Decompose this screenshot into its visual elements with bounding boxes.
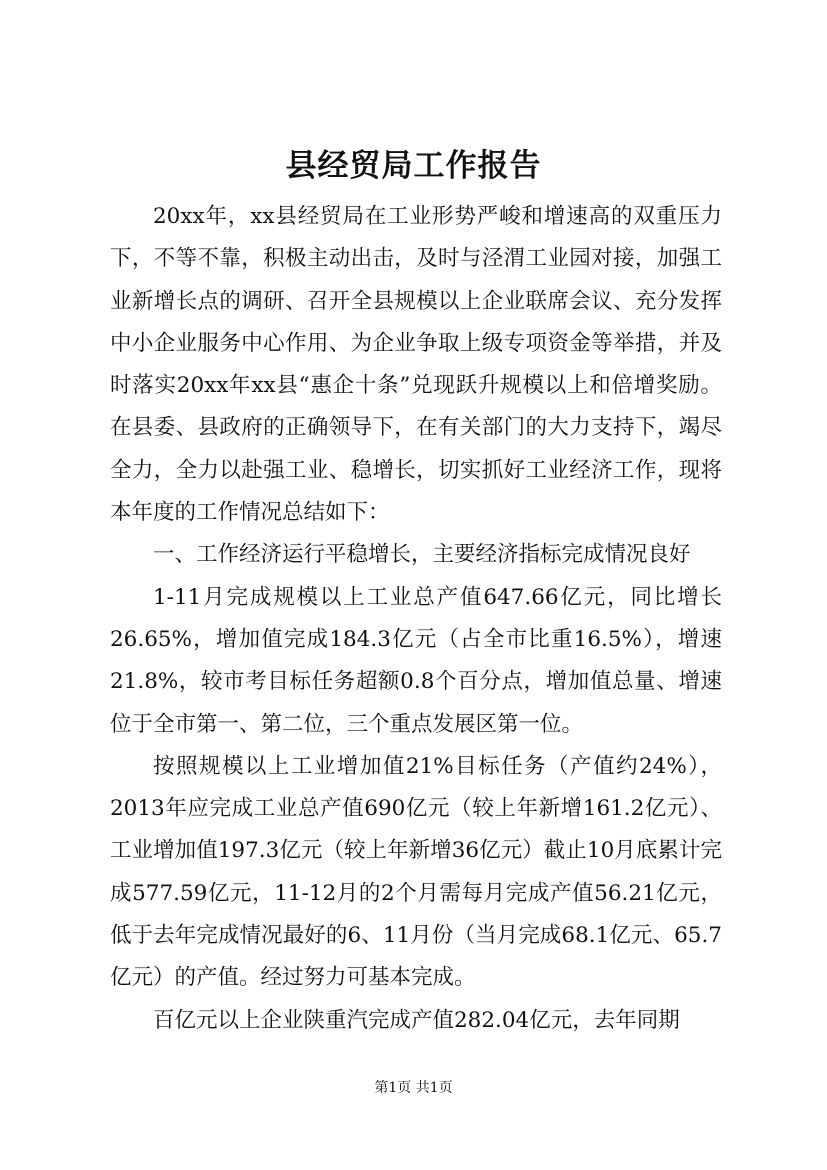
section-heading-1: 一、工作经济运行平稳增长，主要经济指标完成情况良好 (153, 542, 691, 568)
document-title: 县经贸局工作报告 (285, 148, 542, 184)
page-footer: 第1页 共1页 (374, 1080, 453, 1096)
paragraph-targets: 按照规模以上工业增加值21%目标任务（产值约24%），2013年应完成工业总产值690亿元（较上年新增161.2亿元）、工业增加值197.3亿元（较上年新增36亿元）截止10月底累计完成577.59亿元，11-12月的2个月需每月完成产值56.21亿元，低于去年完成情况最好的6、11月份（当月完成68.1亿元、65.7亿元）的产值。经过努力可基本完成。 (110, 753, 722, 991)
paragraph-enterprises: 百亿元以上企业陕重汽完成产值282.04亿元，去年同期 (153, 1007, 680, 1033)
paragraph-output-stats: 1-11月完成规模以上工业总产值647.66亿元，同比增长26.65%，增加值完成184.3亿元（占全市比重16.5%），增速21.8%，较市考目标任务超额0.8个百分点，增加值总量、增速位于全市第一、第二位，三个重点发展区第一位。 (110, 584, 722, 737)
paragraph-intro: 20xx年，xx县经贸局在工业形势严峻和增速高的双重压力下，不等不靠，积极主动出击，及时与泾渭工业园对接，加强工业新增长点的调研、召开全县规模以上企业联席会议、充分发挥中小企业服务中心作用、为企业争取上级专项资金等举措，并及时落实20xx年xx县“惠企十条”兑现跃升规模以上和倍增奖励。在县委、县政府的正确领导下，在有关部门的大力支持下，竭尽全力，全力以赴强工业、稳增长，切实抓好工业经济工作，现将本年度的工作情况总结如下： (110, 204, 722, 526)
document-body (110, 196, 722, 1042)
